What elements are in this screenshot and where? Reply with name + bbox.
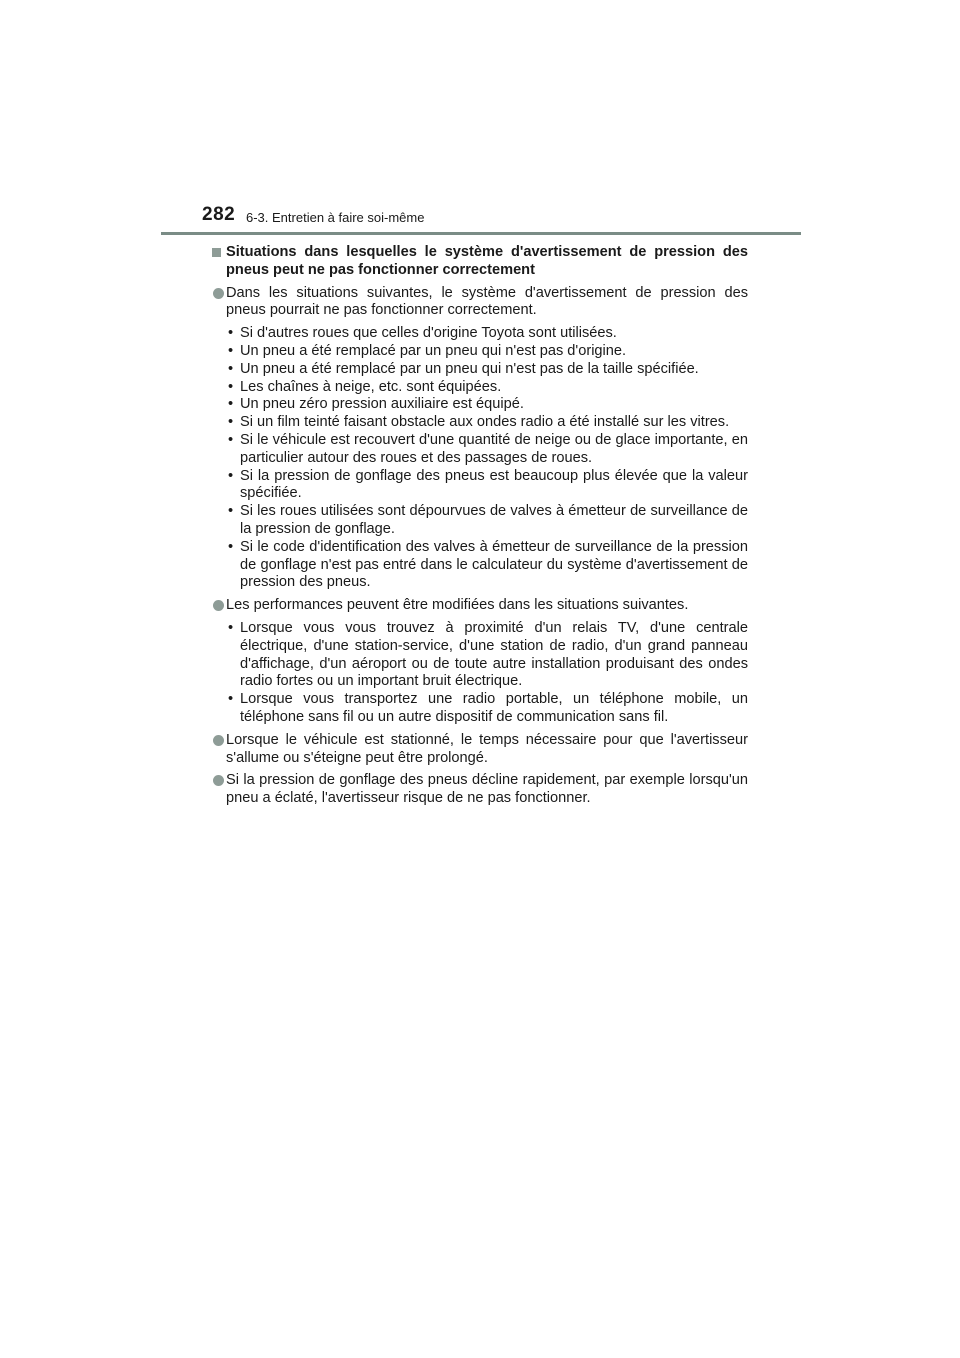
dot-bullet-icon: •	[228, 431, 234, 448]
sub-list-item	[226, 432, 748, 468]
bullet-item	[212, 732, 748, 768]
bullet-text: Si la pression de gonflage des pneus décline rapidement, par exemple lorsqu'un pneu a éclaté, l'avertisseur risque de ne pas fonctionner.	[226, 772, 748, 807]
section-title: Situations dans lesquelles le système d'avertissement de pression des pneus peut ne pas fonctionner correctement	[226, 244, 748, 278]
sub-list-item	[226, 691, 748, 727]
bullet-text: Lorsque le véhicule est stationné, le temps nécessaire pour que l'avertisseur s'allume ou s'éteigne peut être prolongé.	[226, 731, 748, 766]
section-heading	[212, 244, 748, 280]
circle-bullet-icon	[213, 600, 224, 611]
sub-list-text: Si le code d'identification des valves à émetteur de surveillance de la pression de gonflage n'est pas entré dans le calculateur du système d'avertissement de pression des pneus.	[240, 538, 748, 591]
sub-list-text: Un pneu zéro pression auxiliaire est équipé.	[240, 396, 524, 413]
bullet-text: Les performances peuvent être modifiées dans les situations suivantes.	[226, 597, 689, 614]
sub-list	[226, 325, 748, 592]
sub-list-text: Un pneu a été remplacé par un pneu qui n'est pas de la taille spécifiée.	[240, 360, 699, 377]
sub-list-text: Si les roues utilisées sont dépourvues de valves à émetteur de surveillance de la pression de gonflage.	[240, 503, 748, 537]
dot-bullet-icon: •	[228, 503, 234, 520]
bullet-item	[212, 597, 748, 615]
bullet-text: Dans les situations suivantes, le système d'avertissement de pression des pneus pourrait ne pas fonctionner correctement.	[226, 284, 748, 319]
sub-list-item	[226, 379, 748, 397]
dot-bullet-icon: •	[228, 396, 234, 413]
dot-bullet-icon: •	[228, 342, 234, 359]
square-bullet-icon	[212, 248, 221, 257]
sub-list-item	[226, 361, 748, 379]
bullet-item	[212, 285, 748, 321]
sub-list-text: Si d'autres roues que celles d'origine Toyota sont utilisées.	[240, 325, 617, 342]
sub-list-item	[226, 539, 748, 592]
dot-bullet-icon: •	[228, 325, 234, 342]
sub-list-text: Un pneu a été remplacé par un pneu qui n'est pas d'origine.	[240, 342, 627, 359]
bullet-item	[212, 772, 748, 808]
sub-list-text: Si la pression de gonflage des pneus est beaucoup plus élevée que la valeur spécifiée.	[240, 467, 748, 502]
dot-bullet-icon: •	[228, 414, 234, 431]
dot-bullet-icon: •	[228, 467, 234, 484]
page-content	[212, 244, 748, 813]
sub-list-text: Lorsque vous transportez une radio portable, un téléphone mobile, un téléphone sans fil ou un autre dispositif de communication sans fil.	[240, 691, 748, 725]
circle-bullet-icon	[213, 775, 224, 786]
chapter-title: 6-3. Entretien à faire soi-même	[246, 210, 425, 225]
dot-bullet-icon: •	[228, 360, 234, 377]
dot-bullet-icon: •	[228, 378, 234, 395]
circle-bullet-icon	[213, 288, 224, 299]
sub-list-item	[226, 414, 748, 432]
dot-bullet-icon: •	[228, 691, 234, 708]
sub-list-item	[226, 468, 748, 504]
sub-list-item	[226, 503, 748, 539]
sub-list-item	[226, 396, 748, 414]
header-rule	[161, 232, 801, 235]
dot-bullet-icon: •	[228, 619, 234, 636]
sub-list-text: Si un film teinté faisant obstacle aux ondes radio a été installé sur les vitres.	[240, 414, 730, 431]
page-number: 282	[202, 204, 236, 225]
sub-list-text: Si le véhicule est recouvert d'une quantité de neige ou de glace importante, en particulier autour des roues et des passages de roues.	[240, 431, 748, 466]
sub-list-text: Les chaînes à neige, etc. sont équipées.	[240, 378, 502, 395]
sub-list-text: Lorsque vous vous trouvez à proximité d'un relais TV, d'une centrale électrique, d'une station-service, d'une station de radio, d'un grand panneau d'affichage, d'un aéroport ou de toute autre installation produisant des ondes radio fortes ou un important bruit électrique.	[240, 619, 748, 690]
dot-bullet-icon: •	[228, 538, 234, 555]
sub-list-item	[226, 343, 748, 361]
circle-bullet-icon	[213, 735, 224, 746]
sub-list-item	[226, 620, 748, 691]
bullet-list	[212, 285, 748, 808]
sub-list-item	[226, 325, 748, 343]
sub-list	[226, 620, 748, 727]
